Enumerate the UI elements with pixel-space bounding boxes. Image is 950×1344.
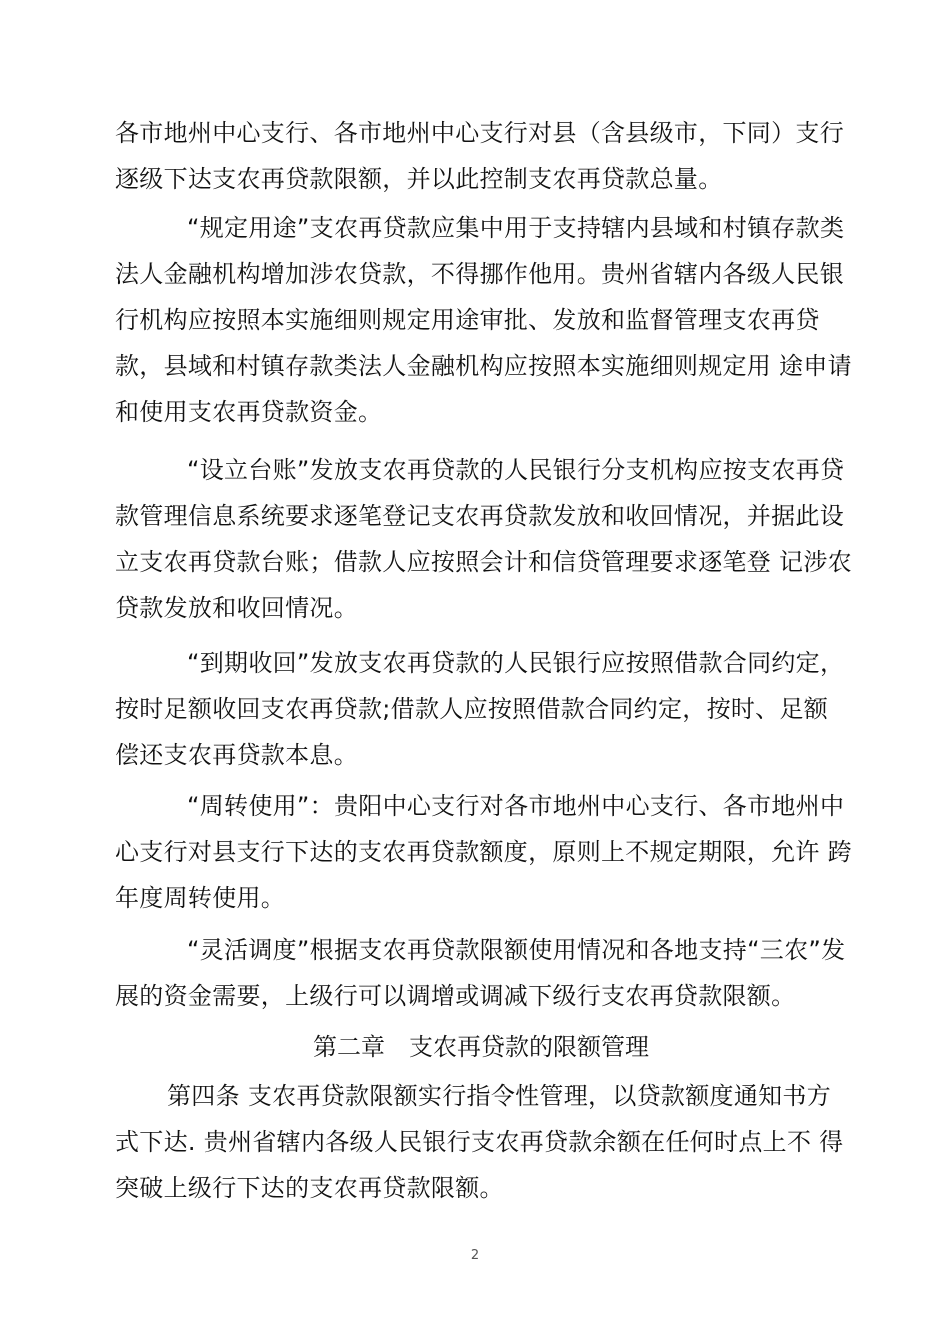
paragraph-specified-use: “规定用途”支农再贷款应集中用于支持辖内县域和村镇存款类法人金融机构增加涉农贷款，不得挪作他用。贵州省辖内各级人民银行机构应按照本实施细则规定用途审批、发放和监督管理支农再贷款，县域和村镇存款类法人金融机构应按照本实施细则规定用 途申请和使用支农再贷款资金。 — [115, 214, 852, 426]
paragraph-ledger: “设立台账”发放支农再贷款的人民银行分支机构应按支农再贷款管理信息系统要求逐笔登记支农再贷款发放和收回情况，并据此设立支农再贷款台账；借款人应按照会计和信贷管理要求逐笔登 记涉农贷款发放和收回情况。 — [115, 456, 852, 622]
paragraph-due-recovery: “到期收回”发放支农再贷款的人民银行应按照借款合同约定，按时足额收回支农再贷款;借款人应按照借款合同约定，按时、足额 偿还支农再贷款本息。 — [115, 649, 845, 769]
paragraph-quota-distribution: 各市地州中心支行、各市地州中心支行对县（含县级市，下同）支行逐级下达支农再贷款限额，并以此控制支农再贷款总量。 — [115, 119, 844, 193]
paragraph-flexible-dispatch: “灵活调度”根据支农再贷款限额使用情况和各地支持“三农”发展的资金需要，上级行可以调增或调减下级行支农再贷款限额。 — [115, 936, 846, 1010]
chapter-heading: 第二章 支农再贷款的限额管理 — [313, 1033, 649, 1061]
article-four: 第四条 支农再贷款限额实行指令性管理，以贷款额度通知书方 式下达. 贵州省辖内各级人民银行支农再贷款余额在任何时点上不 得突破上级行下达的支农再贷款限额。 — [115, 1082, 844, 1202]
paragraph-revolving-use: “周转使用”：贵阳中心支行对各市地州中心支行、各市地州中心支行对县支行下达的支农再贷款额度，原则上不规定期限，允许 跨年度周转使用。 — [115, 792, 852, 912]
page-number: 2 — [470, 1248, 480, 1263]
